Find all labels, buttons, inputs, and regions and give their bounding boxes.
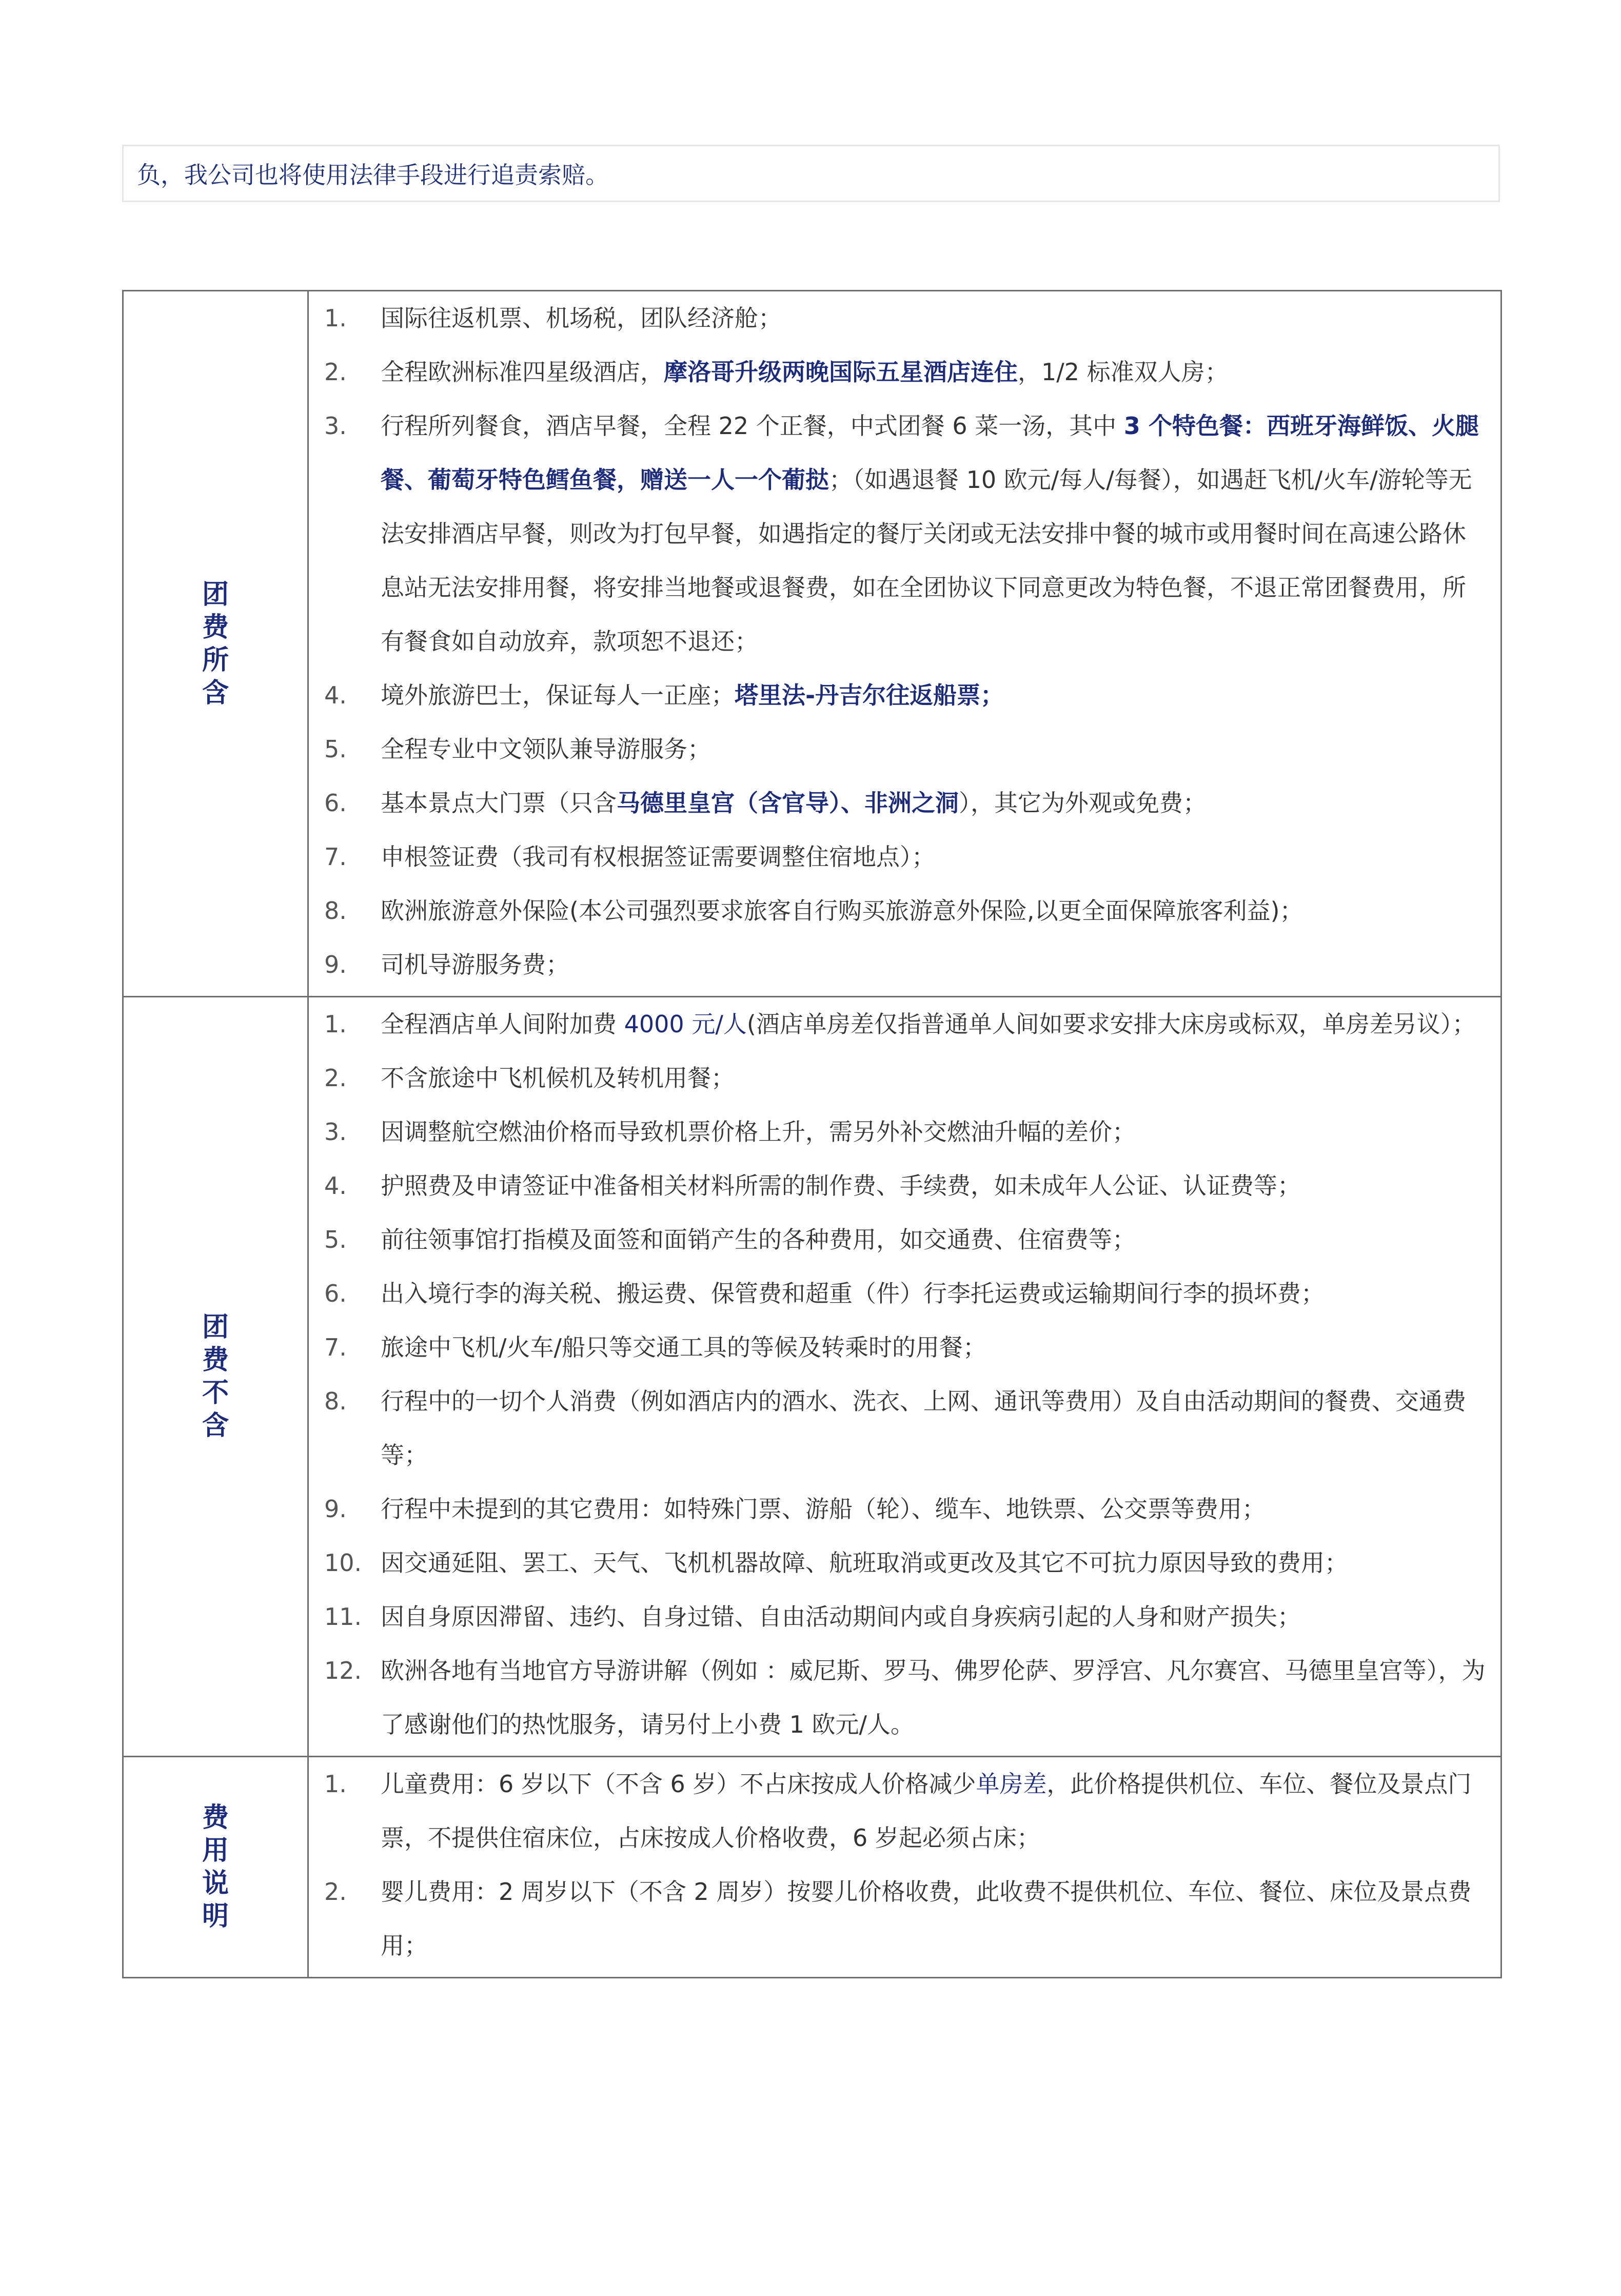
section-label: 费用说明: [202, 1802, 229, 1932]
item-number: 3.: [324, 1118, 347, 1146]
item-text: 旅途中飞机/火车/船只等交通工具的等候及转乘时的用餐；: [381, 1333, 986, 1361]
item-number: 7.: [324, 1333, 347, 1361]
list-item: [309, 776, 1486, 830]
list-item: [309, 1865, 1486, 1973]
item-text: 基本景点大门票（只含: [381, 789, 617, 817]
item-number: 8.: [324, 897, 347, 925]
item-text: 婴儿费用：2 周岁以下（不含 2 周岁）按婴儿价格收费，此收费不提供机位、车位、餐位、床位及景点费用；: [381, 1878, 1472, 1959]
list-item: [309, 345, 1486, 399]
section-content-cell: [308, 291, 1501, 997]
list-item: [309, 1536, 1486, 1590]
section-content-cell: [308, 997, 1501, 1757]
highlighted-text: 马德里皇宫（含官导）、非洲之洞: [617, 789, 959, 817]
highlighted-text: 塔里法-丹吉尔往返船票；: [735, 681, 1004, 709]
item-number: 12.: [324, 1657, 362, 1684]
section-label-cell: [123, 291, 308, 997]
item-number: 9.: [324, 951, 347, 978]
item-text: 行程中的一切个人消费（例如酒店内的酒水、洗衣、上网、通讯等费用）及自由活动期间的餐费、交通费等；: [381, 1387, 1466, 1469]
item-text: 行程所列餐食，酒店早餐，全程 22 个正餐，中式团餐 6 菜一汤，其中: [381, 412, 1124, 440]
fee-table: [122, 290, 1502, 1978]
item-text: 全程欧洲标准四星级酒店，: [381, 358, 664, 386]
section-label-cell: [123, 997, 308, 1757]
item-number: 2.: [324, 1878, 347, 1906]
item-text: 护照费及申请签证中准备相关材料所需的制作费、手续费，如未成年人公证、认证费等；: [381, 1172, 1301, 1200]
item-text: 不含旅途中飞机候机及转机用餐；: [381, 1064, 735, 1092]
section-row-fees-included: [123, 291, 1501, 997]
item-list: [309, 997, 1486, 1752]
item-text: ，1/2 标准双人房；: [1018, 358, 1229, 386]
item-text: ；（如遇退餐 10 欧元/每人/每餐），如遇赶飞机/火车/游轮等无法安排酒店早餐，则改为打包早餐，如遇指定的餐厅关闭或无法安排中餐的城市或用餐时间在高速公路休息站无法安排用餐，将安排当地餐或退餐费，如在全团协议下同意更改为特色餐，不退正常团餐费用，所有餐食如自动放弃，款项恕不退还；: [381, 466, 1472, 655]
section-row-fees-excluded: [123, 997, 1501, 1757]
item-text: 出入境行李的海关税、搬运费、保管费和超重（件）行李托运费或运输期间行李的损坏费；: [381, 1280, 1325, 1307]
item-number: 10.: [324, 1549, 362, 1577]
list-item: [309, 1213, 1486, 1267]
highlighted-text: 单房差: [976, 1770, 1047, 1798]
highlighted-text: 3 个特色餐：西班牙海鲜饭、火腿餐、葡萄牙特色鳕鱼餐，赠送一人一个葡挞: [381, 412, 1479, 494]
item-text: 前往领事馆打指模及面签和面销产生的各种费用，如交通费、住宿费等；: [381, 1226, 1136, 1253]
item-text: 申根签证费（我司有权根据签证需要调整住宿地点）；: [381, 843, 935, 871]
item-number: 4.: [324, 1172, 347, 1200]
continuation-note: 负，我公司也将使用法律手段进行追责索赔。: [122, 145, 1500, 202]
list-item: [309, 1644, 1486, 1752]
item-number: 1.: [324, 304, 347, 332]
item-number: 1.: [324, 1010, 347, 1038]
item-number: 4.: [324, 681, 347, 709]
section-row-fee-notes: [123, 1757, 1501, 1978]
item-number: 5.: [324, 1226, 347, 1253]
list-item: [309, 1757, 1486, 1865]
item-text: 全程酒店单人间附加费: [381, 1010, 624, 1038]
list-item: [309, 1267, 1486, 1321]
list-item: [309, 1321, 1486, 1375]
list-item: [309, 1590, 1486, 1644]
item-text: 行程中未提到的其它费用：如特殊门票、游船（轮）、缆车、地铁票、公交票等费用；: [381, 1495, 1266, 1523]
highlighted-text: 摩洛哥升级两晚国际五星酒店连住: [664, 358, 1018, 386]
list-item: [309, 1159, 1486, 1213]
item-text: 因调整航空燃油价格而导致机票价格上升，需另外补交燃油升幅的差价；: [381, 1118, 1136, 1146]
item-number: 5.: [324, 735, 347, 763]
list-item: [309, 291, 1486, 345]
section-label: 团费不含: [202, 1312, 229, 1441]
section-content-cell: [308, 1757, 1501, 1978]
item-text: 欧洲旅游意外保险(本公司强烈要求旅客自行购买旅游意外保险,以更全面保障旅客利益)；: [381, 897, 1303, 925]
list-item: [309, 1482, 1486, 1536]
item-number: 11.: [324, 1603, 362, 1631]
item-text: 司机导游服务费；: [381, 951, 569, 978]
highlighted-text: 4000 元/人: [624, 1010, 747, 1038]
item-text: 境外旅游巴士，保证每人一正座；: [381, 681, 735, 709]
item-number: 8.: [324, 1387, 347, 1415]
section-label-cell: [123, 1757, 308, 1978]
item-text: 因自身原因滞留、违约、自身过错、自由活动期间内或自身疾病引起的人身和财产损失；: [381, 1603, 1301, 1631]
list-item: [309, 1051, 1486, 1105]
item-text: 欧洲各地有当地官方导游讲解（例如 ：威尼斯、罗马、佛罗伦萨、罗浮宫、凡尔赛宫、马德里皇宫等），为了感谢他们的热忱服务，请另付上小费 1 欧元/人。: [381, 1657, 1486, 1738]
item-text: ，此价格提供机位、车位、餐位及景点门票，不提供住宿床位，占床按成人价格收费，6 岁起必须占床；: [381, 1770, 1472, 1852]
item-list: [309, 1757, 1486, 1973]
item-number: 6.: [324, 1280, 347, 1307]
item-text: 儿童费用：6 岁以下（不含 6 岁）不占床按成人价格减少: [381, 1770, 976, 1798]
list-item: [309, 669, 1486, 722]
list-item: [309, 1375, 1486, 1482]
item-text: ），其它为外观或免费；: [959, 789, 1207, 817]
list-item: [309, 399, 1486, 669]
item-text: 国际往返机票、机场税，团队经济舱；: [381, 304, 782, 332]
list-item: [309, 884, 1486, 938]
item-text: (酒店单房差仅指普通单人间如要求安排大床房或标双，单房差另议）；: [746, 1010, 1476, 1038]
item-number: 2.: [324, 1064, 347, 1092]
item-number: 2.: [324, 358, 347, 386]
item-number: 6.: [324, 789, 347, 817]
list-item: [309, 830, 1486, 884]
section-label: 团费所含: [202, 579, 229, 709]
item-text: 因交通延阻、罢工、天气、飞机机器故障、航班取消或更改及其它不可抗力原因导致的费用；: [381, 1549, 1348, 1577]
item-list: [309, 291, 1486, 992]
item-number: 1.: [324, 1770, 347, 1798]
item-number: 9.: [324, 1495, 347, 1523]
list-item: [309, 997, 1486, 1051]
list-item: [309, 722, 1486, 776]
item-number: 3.: [324, 412, 347, 440]
list-item: [309, 1105, 1486, 1159]
item-text: 全程专业中文领队兼导游服务；: [381, 735, 711, 763]
list-item: [309, 938, 1486, 992]
item-number: 7.: [324, 843, 347, 871]
